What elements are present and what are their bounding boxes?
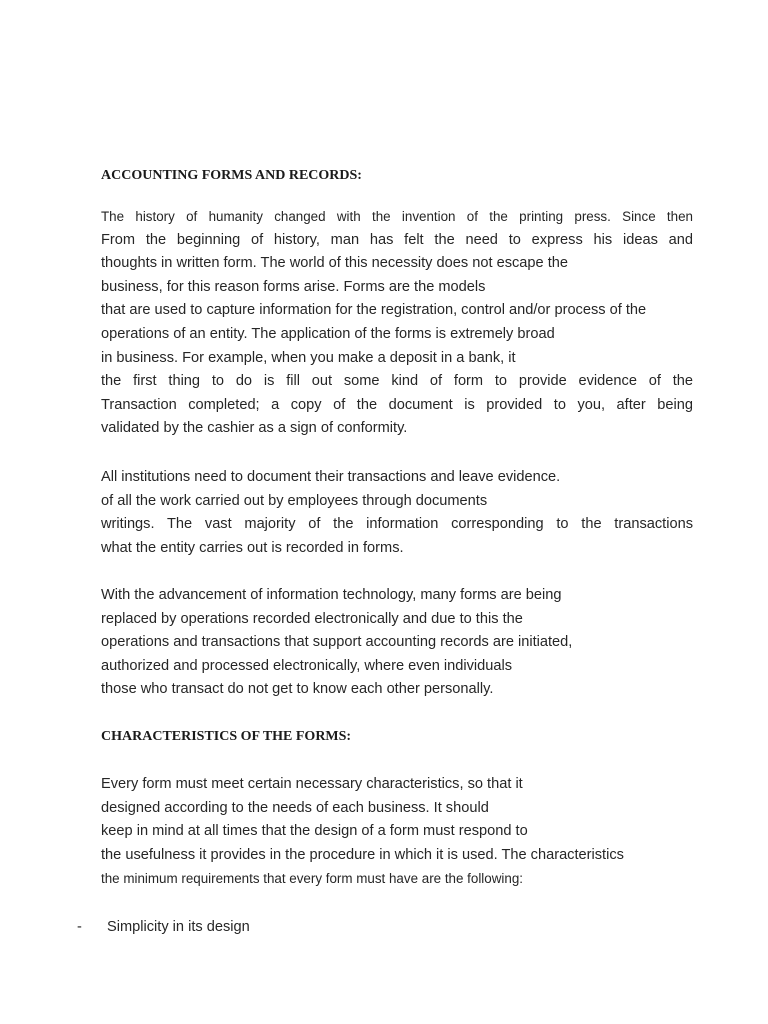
paragraph-line: thoughts in written form. The world of this necessity does not escape the — [101, 255, 568, 272]
paragraph-line: validated by the cashier as a sign of conformity. — [101, 420, 408, 437]
paragraph-line: authorized and processed electronically, where even individuals — [101, 657, 513, 674]
paragraph-line: With the advancement of information technology, many forms are being — [101, 587, 562, 603]
paragraph-form-characteristics — [101, 773, 693, 891]
paragraph-line: the first thing to do is fill out some kind of form to provide evidence of the — [101, 373, 693, 390]
paragraph-line: what the entity carries out is recorded in forms. — [101, 539, 404, 556]
bullet-marker: - — [77, 919, 82, 935]
paragraph-line: writings. The vast majority of the information corresponding to the transactions — [101, 516, 693, 533]
paragraph-line: in business. For example, when you make a deposit in a bank, it — [101, 349, 516, 366]
paragraph-line: that are used to capture information for the registration, control and/or process of the — [101, 302, 647, 319]
paragraph-line: Transaction completed; a copy of the document is provided to you, after being — [101, 396, 693, 413]
paragraph-line: keep in mind at all times that the design of a form must respond to — [101, 823, 528, 840]
paragraph-line: From the beginning of history, man has felt the need to express his ideas and — [101, 231, 693, 248]
bullet-text: Simplicity in its design — [107, 919, 250, 935]
paragraph-line: those who transact do not get to know each other personally. — [101, 681, 494, 698]
paragraph-line: replaced by operations recorded electronically and due to this the — [101, 610, 523, 627]
paragraph-line: operations and transactions that support accounting records are initiated, — [101, 634, 573, 651]
paragraph-line: business, for this reason forms arise. Forms are the models — [101, 278, 486, 295]
section-heading-accounting-forms: ACCOUNTING FORMS AND RECORDS: — [101, 168, 362, 183]
paragraph-line: The history of humanity changed with the invention of the printing press. Since then — [101, 209, 693, 224]
paragraph-line: operations of an entity. The application of the forms is extremely broad — [101, 325, 555, 342]
paragraph-information-technology — [101, 584, 693, 702]
paragraph-institutions — [101, 466, 693, 560]
section-heading-characteristics: CHARACTERISTICS OF THE FORMS: — [101, 729, 352, 744]
paragraph-line: the minimum requirements that every form must have are the following: — [101, 871, 523, 887]
paragraph-line: designed according to the needs of each business. It should — [101, 799, 489, 816]
paragraph-line: the usefulness it provides in the procedure in which it is used. The characteristics — [101, 846, 624, 863]
paragraph-history-of-forms — [101, 205, 693, 441]
paragraph-line: All institutions need to document their transactions and leave evidence. — [101, 469, 561, 485]
paragraph-line: of all the work carried out by employees through documents — [101, 492, 488, 509]
list-item — [0, 916, 768, 940]
paragraph-line: Every form must meet certain necessary characteristics, so that it — [101, 776, 523, 792]
